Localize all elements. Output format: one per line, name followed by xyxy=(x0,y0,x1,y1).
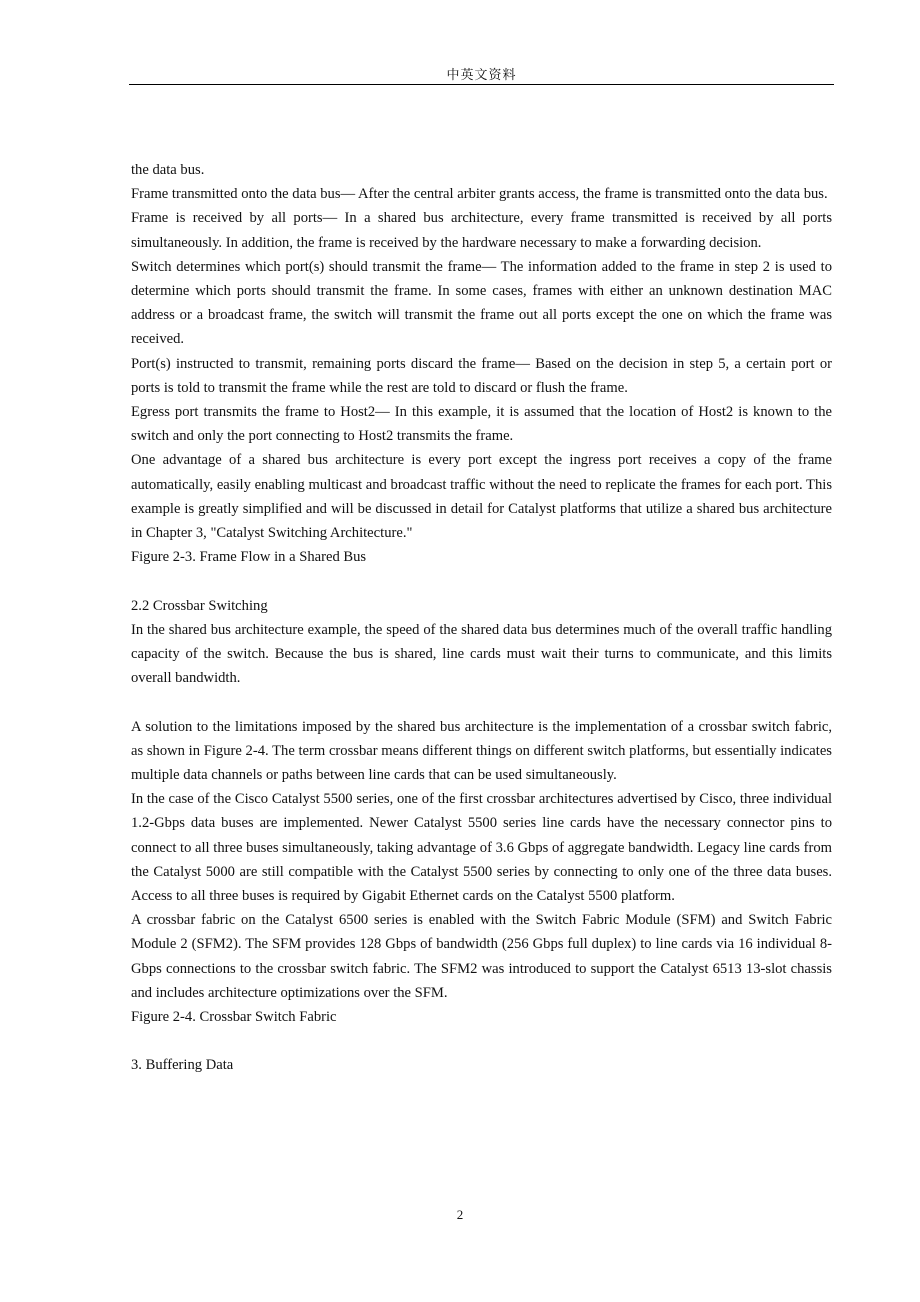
section-heading: 3. Buffering Data xyxy=(131,1057,234,1074)
paragraph: A crossbar fabric on the Catalyst 6500 series is enabled with the Switch Fabric Module (SFM) and Switch Fabric Module 2 (SFM2). The SFM provides 128 Gbps of bandwidth (256 Gbps full duplex) to line cards via 16 individual 8-Gbps connections to the crossbar switch fabric. The SFM2 was introduced to support the Catalyst 6513 13-slot chassis and includes architecture optimizations over the SFM. xyxy=(131,912,832,1001)
paragraph: Port(s) instructed to transmit, remaining ports discard the frame— Based on the decision in step 5, a certain port or ports is told to transmit the frame while the rest are told to discard or flush the frame. xyxy=(131,355,832,396)
paragraph: In the case of the Cisco Catalyst 5500 series, one of the first crossbar architectures advertised by Cisco, three individual 1.2-Gbps data buses are implemented. Newer Catalyst 5500 series line cards have the necessary connector pins to connect to all three buses simultaneously, taking advantage of 3.6 Gbps of aggregate bandwidth. Legacy line cards from the Catalyst 5000 are still compatible with the Catalyst 5500 series by connecting to only one of the three data buses. Access to all three buses is required by Gigabit Ethernet cards on the Catalyst 5500 platform. xyxy=(131,791,832,905)
blank-line xyxy=(131,569,832,593)
paragraph: Egress port transmits the frame to Host2— In this example, it is assumed that the location of Host2 is known to the switch and only the port connecting to Host2 transmits the frame. xyxy=(131,404,832,445)
page-header: 中英文资料 xyxy=(446,67,517,82)
section-heading: 2.2 Crossbar Switching xyxy=(131,597,268,614)
paragraph: Frame transmitted onto the data bus— After the central arbiter grants access, the frame is transmitted onto the data bus. xyxy=(131,186,828,203)
paragraph: In the shared bus architecture example, the speed of the shared data bus determines much of the overall traffic handling capacity of the switch. Because the bus is shared, line cards must wait their turns to communicate, and this limits overall bandwidth. xyxy=(131,621,832,687)
paragraph: Frame is received by all ports— In a shared bus architecture, every frame transmitted is received by all ports simultaneously. In addition, the frame is received by the hardware necessary to make a forwarding decision. xyxy=(131,210,832,251)
figure-caption: Figure 2-3. Frame Flow in a Shared Bus xyxy=(131,549,367,566)
paragraph: the data bus. xyxy=(131,162,205,178)
paragraph: A solution to the limitations imposed by the shared bus architecture is the implementation of a crossbar switch fabric, as shown in Figure 2-4. The term crossbar means different things on different switch platforms, but essentially indicates multiple data channels or paths between line cards that can be used simultaneously. xyxy=(131,718,832,784)
document-body xyxy=(131,158,832,1078)
figure-caption: Figure 2-4. Crossbar Switch Fabric xyxy=(131,1009,337,1026)
blank-line xyxy=(131,690,832,714)
paragraph: Switch determines which port(s) should transmit the frame— The information added to the frame in step 2 is used to determine which ports should transmit the frame. In some cases, frames with either an unknown destination MAC address or a broadcast frame, the switch will transmit the frame out all ports except the one on which the frame was received. xyxy=(131,258,832,348)
paragraph: One advantage of a shared bus architecture is every port except the ingress port receives a copy of the frame automatically, easily enabling multicast and broadcast traffic without the need to replicate the frames for each port. This example is greatly simplified and will be discussed in detail for Catalyst platforms that utilize a shared bus architecture in Chapter 3, "Catalyst Switching Architecture." xyxy=(131,452,832,542)
page-number: 2 xyxy=(456,1207,464,1222)
blank-line xyxy=(131,1029,832,1053)
header-rule xyxy=(129,84,834,85)
